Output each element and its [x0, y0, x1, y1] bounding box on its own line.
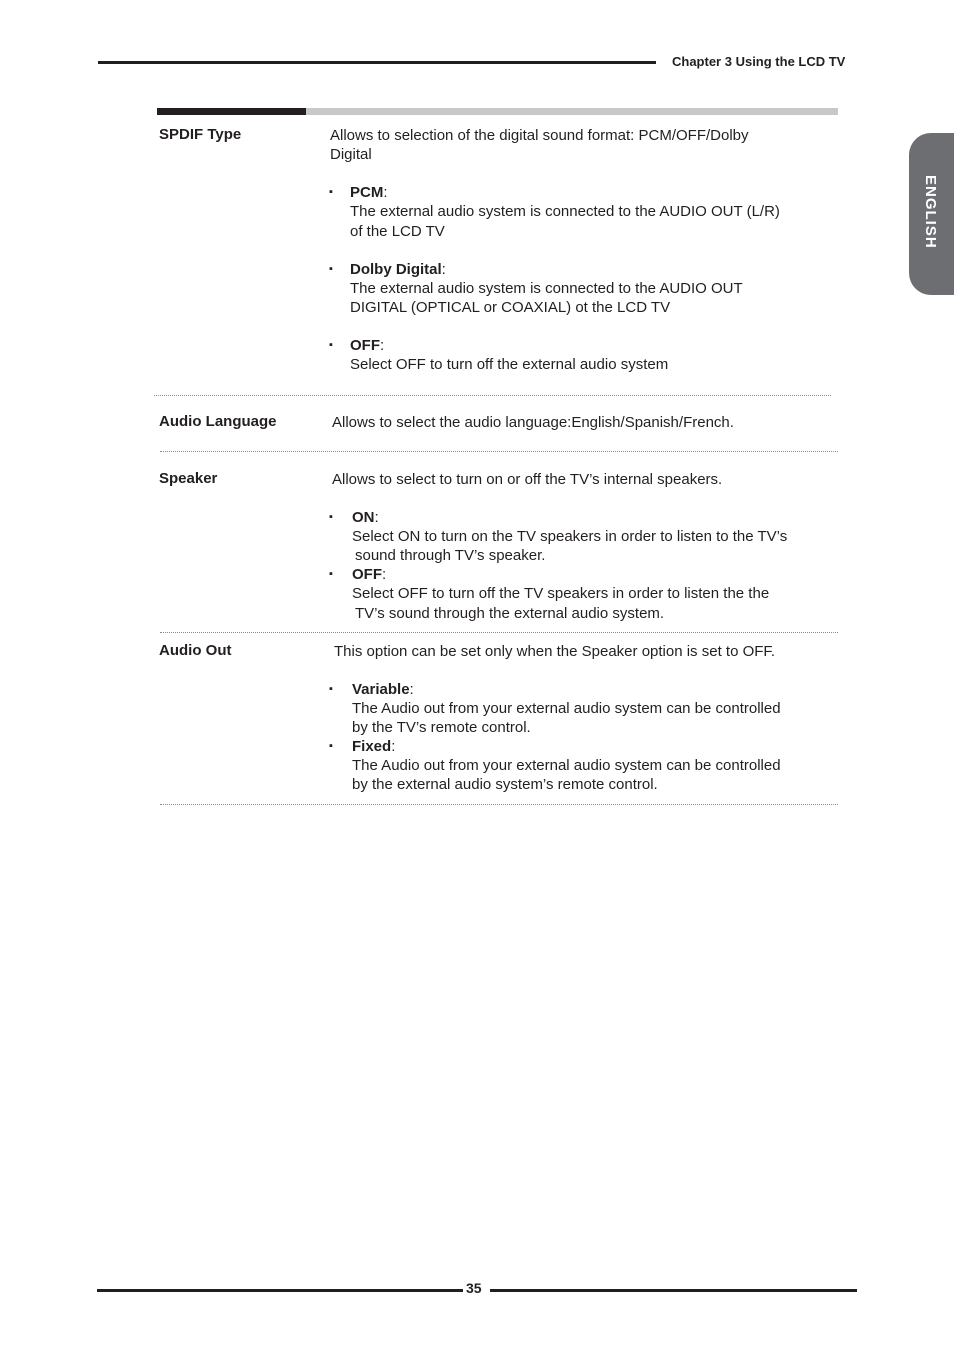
spdif-dolby-line1: The external audio system is connected to the AUDIO OUT	[350, 280, 743, 297]
option-name: OFF	[350, 337, 380, 354]
bullet-icon: ▪	[329, 186, 333, 198]
audio-language-desc: Allows to select the audio language:English/Spanish/French.	[332, 414, 734, 431]
row-separator	[160, 632, 838, 633]
speaker-option-on: ON:	[352, 509, 379, 526]
bullet-icon: ▪	[329, 511, 333, 523]
speaker-option-off: OFF:	[352, 566, 387, 583]
audio-out-fixed-line1: The Audio out from your external audio system can be controlled	[352, 757, 781, 774]
term-audio-out: Audio Out	[159, 642, 232, 659]
bullet-icon: ▪	[329, 740, 333, 752]
row-separator	[160, 804, 838, 805]
bullet-icon: ▪	[329, 339, 333, 351]
spdif-desc-line2: Digital	[330, 146, 372, 163]
footer-rule-left	[97, 1289, 463, 1292]
speaker-on-line2: sound through TV’s speaker.	[355, 547, 546, 564]
audio-out-fixed-line2: by the external audio system’s remote control.	[352, 776, 658, 793]
bullet-icon: ▪	[329, 568, 333, 580]
term-speaker: Speaker	[159, 470, 218, 487]
option-name: Variable	[352, 681, 410, 698]
bullet-icon: ▪	[329, 263, 333, 275]
option-name: PCM	[350, 184, 384, 201]
spdif-option-off: OFF:	[350, 337, 385, 354]
speaker-on-line1: Select ON to turn on the TV speakers in order to listen to the TV’s	[352, 528, 788, 545]
language-tab-label: ENGLISH	[922, 175, 939, 249]
option-name: Fixed	[352, 738, 392, 755]
speaker-desc: Allows to select to turn on or off the TV’s internal speakers.	[332, 471, 723, 488]
header-rule	[98, 61, 656, 64]
option-name: Dolby Digital	[350, 261, 442, 278]
spdif-pcm-line2: of the LCD TV	[350, 223, 445, 240]
speaker-off-line1: Select OFF to turn off the TV speakers in order to listen the the	[352, 585, 770, 602]
spdif-option-dolby: Dolby Digital:	[350, 261, 446, 278]
footer-rule-right	[490, 1289, 857, 1292]
option-name: OFF	[352, 566, 382, 583]
audio-out-variable-line2: by the TV’s remote control.	[352, 719, 531, 736]
spdif-dolby-line2: DIGITAL (OPTICAL or COAXIAL) ot the LCD TV	[350, 299, 671, 316]
speaker-off-line2: TV’s sound through the external audio system.	[355, 605, 665, 622]
spdif-desc-line1: Allows to selection of the digital sound format: PCM/OFF/Dolby	[330, 127, 749, 144]
page-number: 35	[466, 1280, 482, 1296]
audio-out-variable-line1: The Audio out from your external audio system can be controlled	[352, 700, 781, 717]
spdif-pcm-line1: The external audio system is connected to the AUDIO OUT (L/R)	[350, 203, 780, 220]
audio-out-option-variable: Variable:	[352, 681, 414, 698]
row-separator	[154, 395, 831, 396]
audio-out-option-fixed: Fixed:	[352, 738, 396, 755]
chapter-title: Chapter 3 Using the LCD TV	[672, 54, 846, 69]
term-spdif-type: SPDIF Type	[159, 126, 242, 143]
row-separator	[160, 451, 838, 452]
spdif-option-pcm: PCM:	[350, 184, 388, 201]
spdif-off-line1: Select OFF to turn off the external audio system	[350, 356, 669, 373]
bullet-icon: ▪	[329, 683, 333, 695]
table-header-bar-grey	[306, 108, 838, 115]
audio-out-desc: This option can be set only when the Speaker option is set to OFF.	[334, 643, 776, 660]
option-name: ON	[352, 509, 375, 526]
table-header-bar-dark	[157, 108, 306, 115]
term-audio-language: Audio Language	[159, 413, 277, 430]
